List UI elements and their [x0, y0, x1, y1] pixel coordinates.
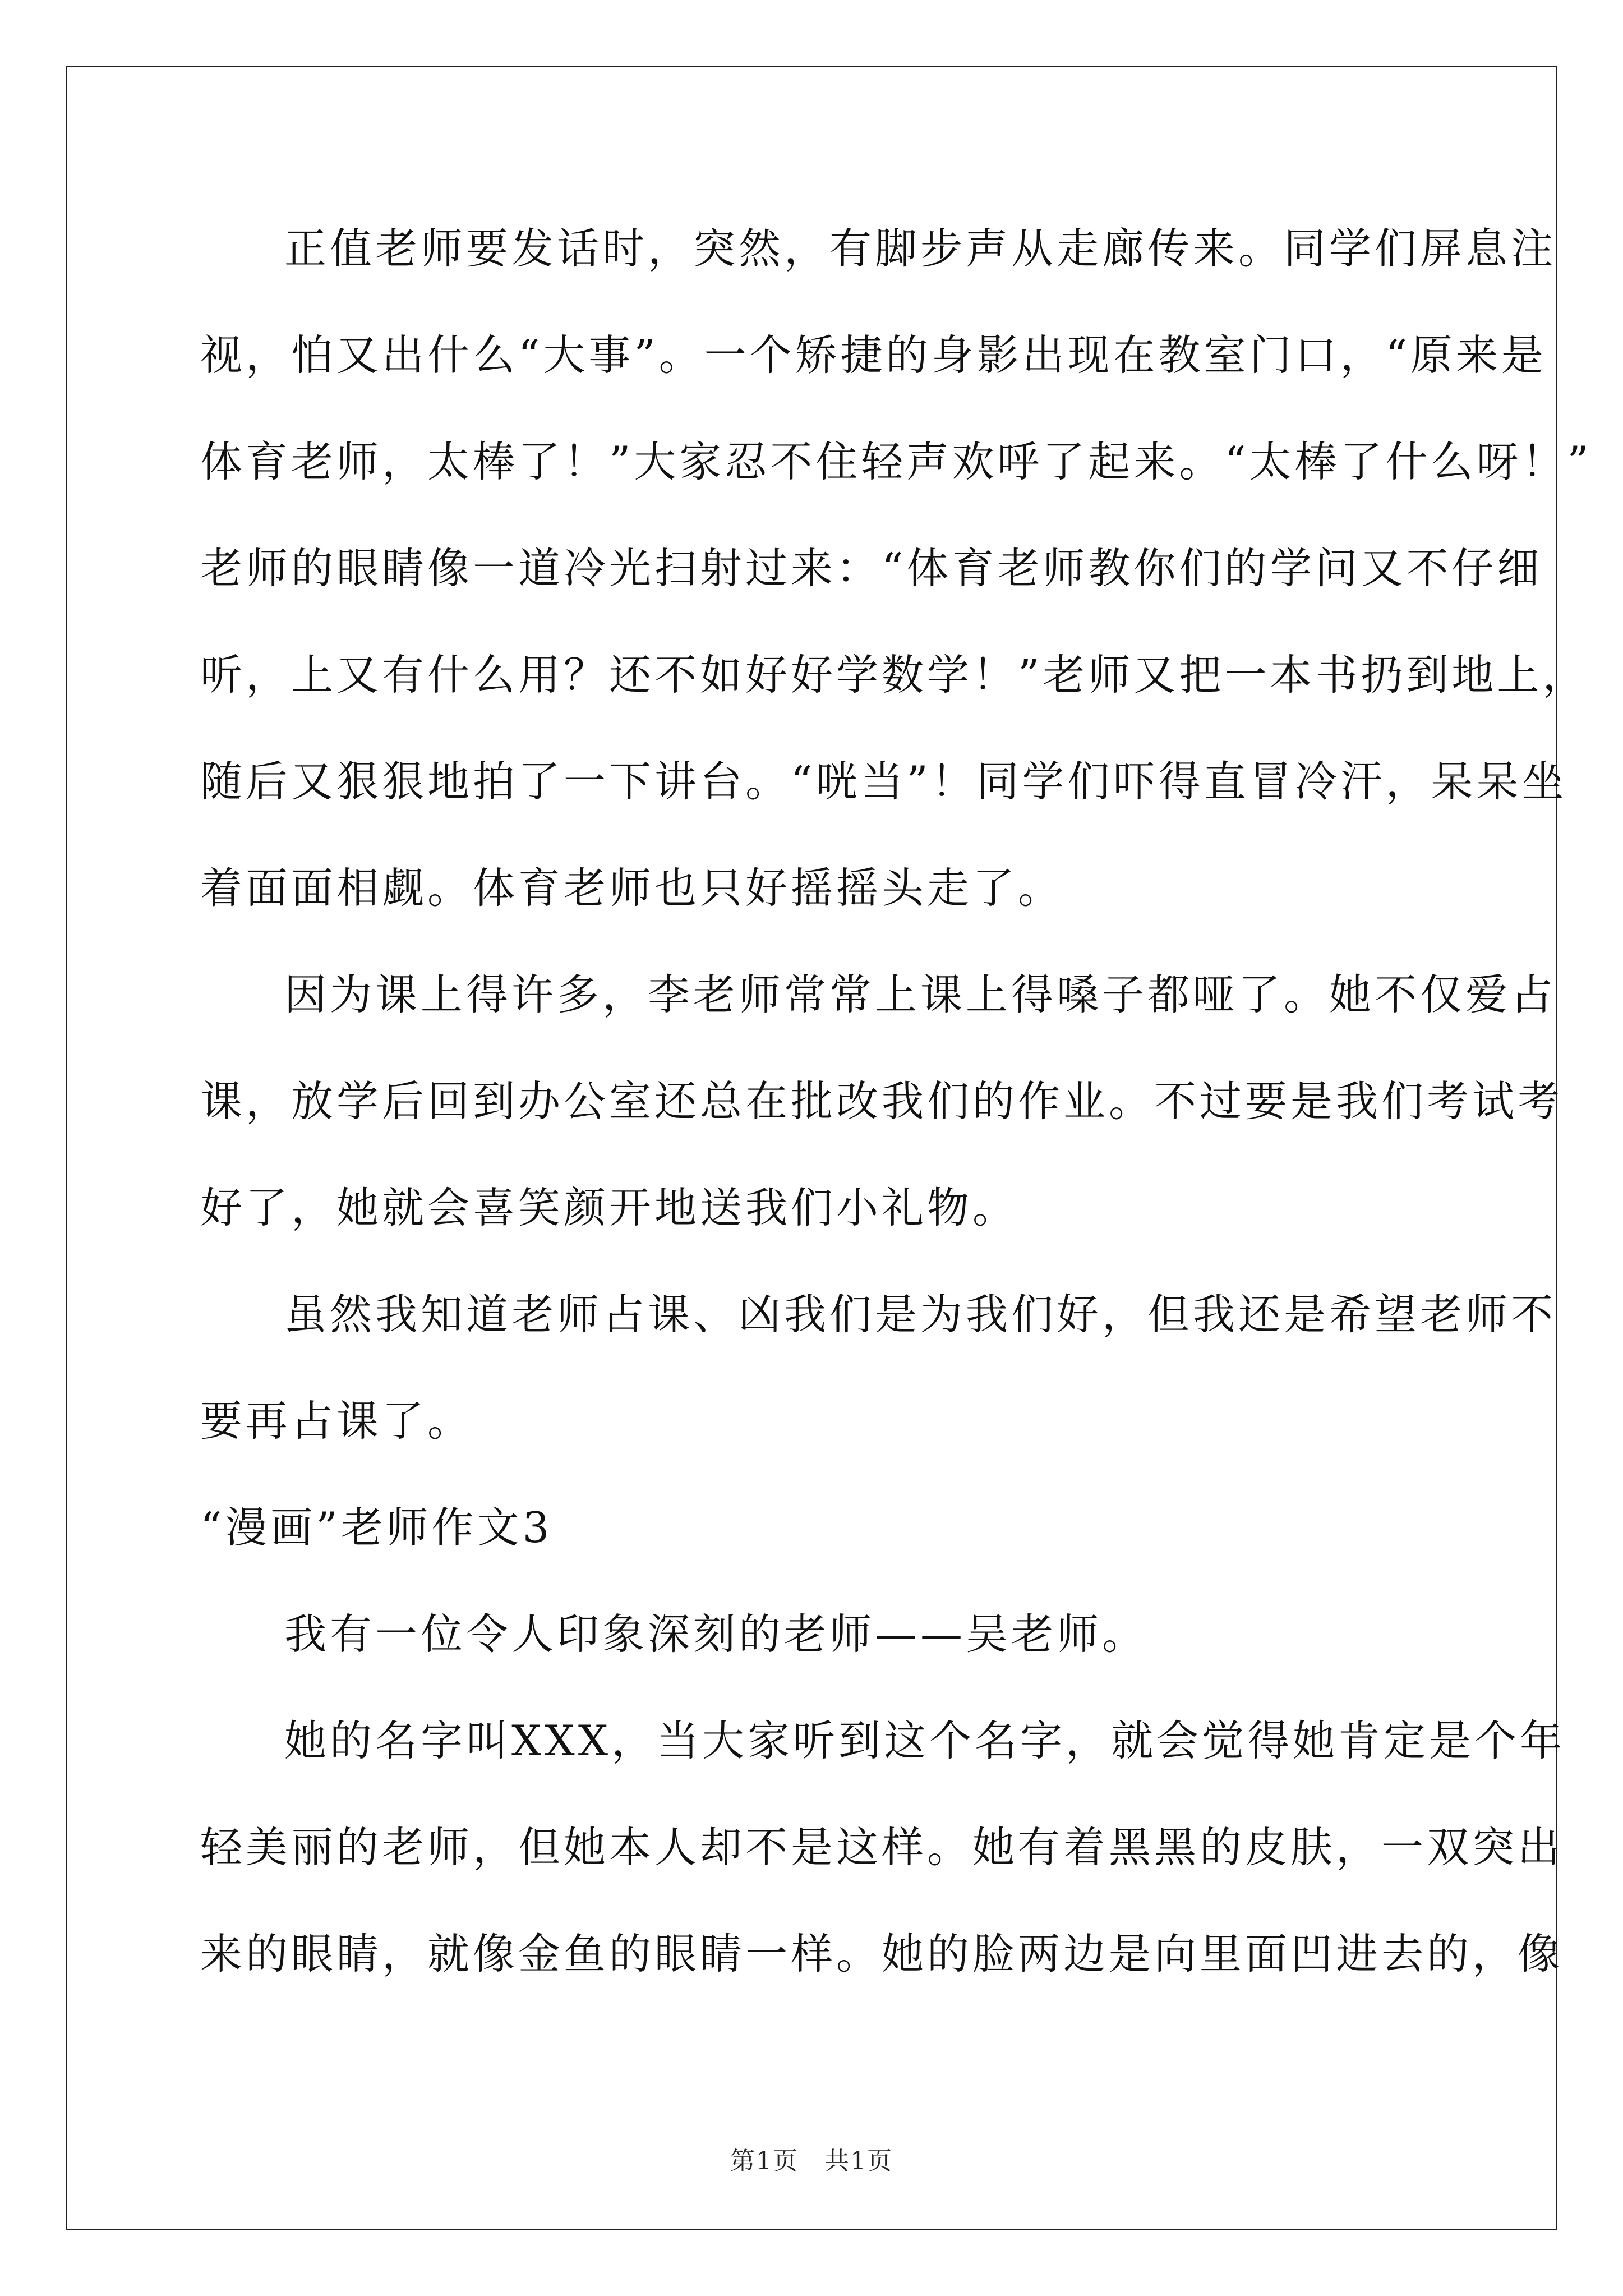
paragraph-line: 着面面相觑。体育老师也只好摇摇头走了。 [200, 863, 1064, 913]
page-number-total: 共1页 [824, 2147, 893, 2175]
paragraph-line: 因为课上得许多，李老师常常上课上得嗓子都哑了。她不仅爱占 [284, 970, 1557, 1019]
paragraph-line: 来的眼睛，就像金鱼的眼睛一样。她的脸两边是向里面凹进去的，像 [200, 1929, 1564, 1978]
section-heading: “漫画”老师作文3 [200, 1503, 553, 1552]
page-number-current: 第1页 [730, 2147, 799, 2175]
paragraph-line: 虽然我知道老师占课、凶我们是为我们好，但我还是希望老师不 [284, 1290, 1557, 1339]
paragraph-line: 好了，她就会喜笑颜开地送我们小礼物。 [200, 1183, 1018, 1232]
paragraph-line: 正值老师要发话时，突然，有脚步声从走廊传来。同学们屏息注 [284, 224, 1557, 273]
paragraph-line: 要再占课了。 [200, 1396, 473, 1446]
paragraph-line: 课，放学后回到办公室还总在批改我们的作业。不过要是我们考试考 [200, 1076, 1564, 1126]
paragraph-line: 我有一位令人印象深刻的老师——吴老师。 [284, 1609, 1148, 1659]
paragraph-line: 老师的眼睛像一道冷光扫射过来：“体育老师教你们的学问又不仔细 [200, 544, 1543, 593]
paragraph-line: 轻美丽的老师，但她本人却不是这样。她有着黑黑的皮肤，一双突出 [200, 1823, 1564, 1872]
paragraph-line: 随后又狠狠地拍了一下讲台。“咣当”！同学们吓得直冒冷汗，呆呆坐 [200, 757, 1567, 806]
paragraph-line: 体育老师，太棒了！”大家忍不住轻声欢呼了起来。“太棒了什么呀！” [200, 437, 1593, 486]
page-footer [0, 2145, 1623, 2178]
paragraph-line: 听，上又有什么用？还不如好好学数学！”老师又把一本书扔到地上， [200, 650, 1588, 700]
paragraph-line: 她的名字叫XXX，当大家听到这个名字，就会觉得她肯定是个年 [284, 1716, 1566, 1765]
paragraph-line: 视，怕又出什么“大事”。一个矫捷的身影出现在教室门口，“原来是 [200, 330, 1547, 380]
